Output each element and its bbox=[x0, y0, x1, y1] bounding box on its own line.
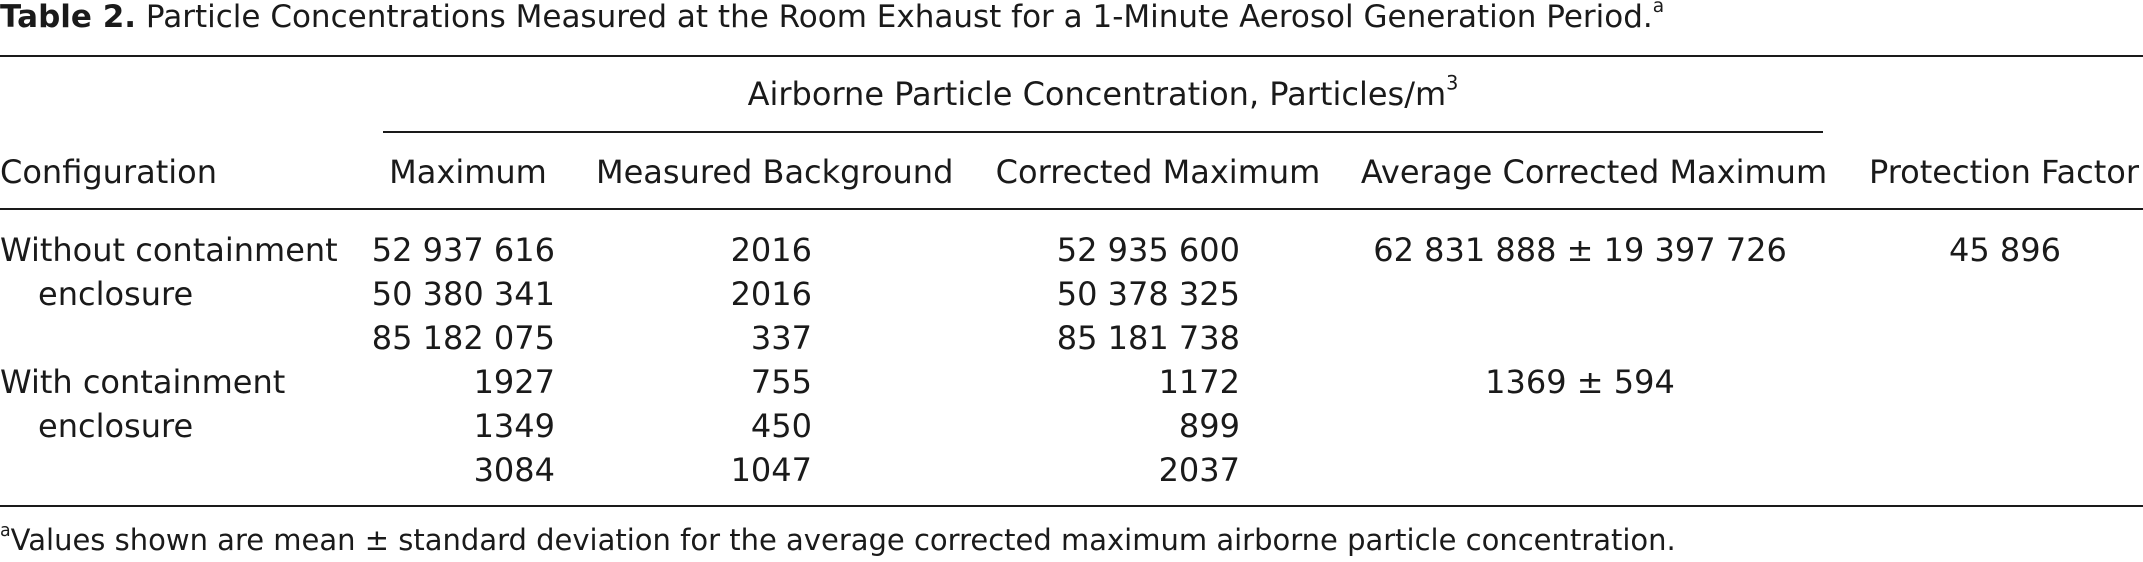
table-label: Table 2. bbox=[0, 0, 137, 35]
cell-protection-factor: 45 896 bbox=[1949, 231, 2061, 269]
cell-background: 337 bbox=[750, 319, 812, 357]
config-label: With containment bbox=[0, 363, 286, 401]
header-protection-factor: Protection Factor bbox=[1868, 153, 2139, 191]
cell-background: 755 bbox=[750, 363, 812, 401]
header-configuration: Configuration bbox=[0, 153, 218, 191]
caption-footnote-marker: a bbox=[1652, 0, 1665, 18]
cell-corrected: 50 378 325 bbox=[1056, 275, 1240, 313]
bottom-rule bbox=[0, 505, 2143, 507]
cell-maximum: 3084 bbox=[473, 451, 555, 489]
span-rule bbox=[383, 131, 1823, 133]
cell-maximum: 50 380 341 bbox=[371, 275, 555, 313]
footnote-marker: a bbox=[0, 521, 11, 542]
config-label-continued: enclosure bbox=[38, 407, 194, 445]
table-caption bbox=[0, 0, 1664, 34]
cell-background: 2016 bbox=[730, 275, 812, 313]
table-footnote bbox=[0, 522, 1676, 558]
footnote-text: Values shown are mean ± standard deviation for the average corrected maximum airborne particle concentration. bbox=[10, 523, 1676, 557]
cell-corrected: 1172 bbox=[1158, 363, 1240, 401]
column-span-header bbox=[383, 72, 1823, 116]
header-corrected-maximum: Corrected Maximum bbox=[995, 153, 1321, 191]
cell-background: 1047 bbox=[730, 451, 812, 489]
top-rule bbox=[0, 55, 2143, 57]
config-label: Without containment bbox=[0, 231, 338, 269]
cell-corrected: 899 bbox=[1178, 407, 1240, 445]
cell-maximum: 52 937 616 bbox=[371, 231, 555, 269]
cell-average: 62 831 888 ± 19 397 726 bbox=[1373, 231, 1787, 269]
cell-corrected: 2037 bbox=[1158, 451, 1240, 489]
header-average-corrected-maximum: Average Corrected Maximum bbox=[1360, 153, 1828, 191]
header-rule bbox=[0, 208, 2143, 210]
table-title: Particle Concentrations Measured at the Room Exhaust for a 1-Minute Aerosol Generation Period. bbox=[145, 0, 1653, 35]
header-maximum: Maximum bbox=[389, 153, 547, 191]
cell-maximum: 85 182 075 bbox=[371, 319, 555, 357]
header-measured-background: Measured Background bbox=[596, 153, 954, 191]
span-header-superscript: 3 bbox=[1446, 71, 1459, 95]
cell-corrected: 85 181 738 bbox=[1056, 319, 1240, 357]
cell-background: 2016 bbox=[730, 231, 812, 269]
cell-maximum: 1349 bbox=[473, 407, 555, 445]
cell-average: 1369 ± 594 bbox=[1485, 363, 1675, 401]
cell-background: 450 bbox=[750, 407, 812, 445]
cell-corrected: 52 935 600 bbox=[1056, 231, 1240, 269]
span-header-label: Airborne Particle Concentration, Particles/m bbox=[747, 75, 1447, 113]
cell-maximum: 1927 bbox=[473, 363, 555, 401]
config-label-continued: enclosure bbox=[38, 275, 194, 313]
